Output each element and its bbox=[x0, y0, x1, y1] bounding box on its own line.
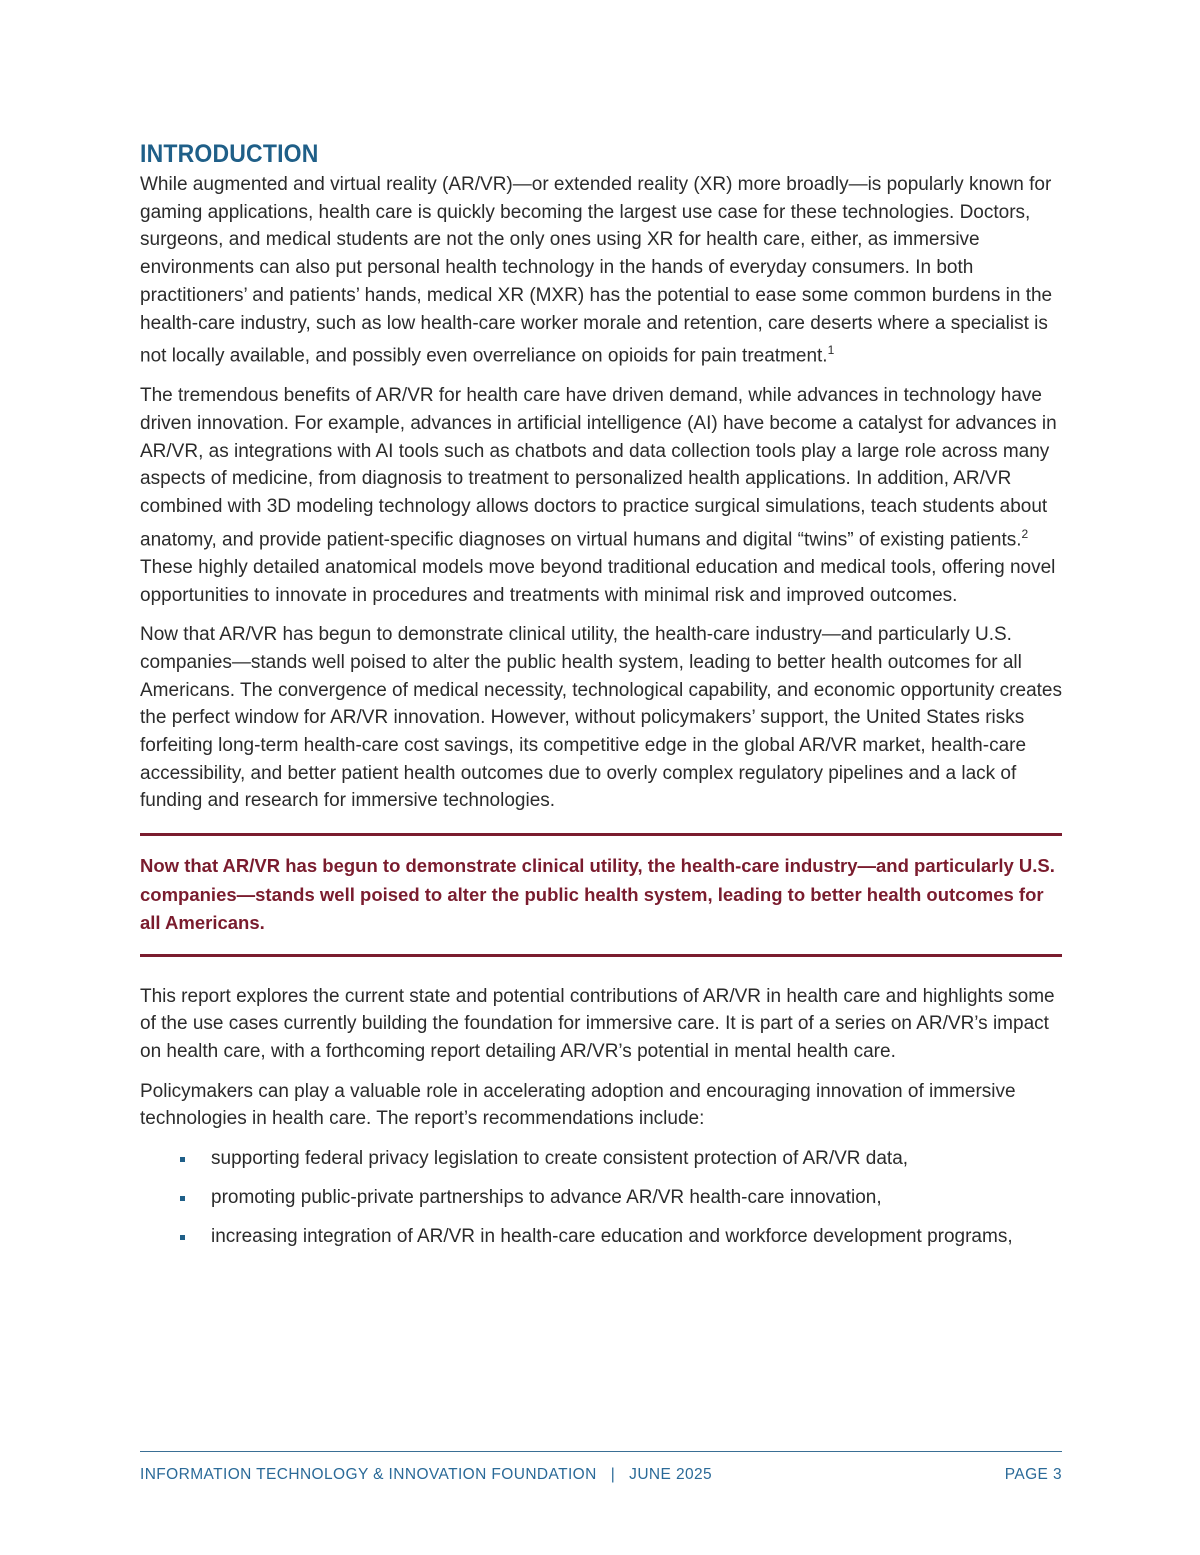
paragraph-intro-text: While augmented and virtual reality (AR/VR)—or extended reality (XR) more broadly—is popularly known for gaming applications, health care is quickly becoming the largest use case for these technologies. Doctors, surgeons, and medical students are not the only ones using XR for health care, either, as immersive environments can also put personal health technology in the hands of everyday consumers. In both practitioners’ and patients’ hands, medical XR (MXR) has the potential to ease some common burdens in the health-care industry, such as low health-care worker morale and retention, care deserts where a specialist is not locally available, and possibly even overreliance on opioids for pain treatment. bbox=[140, 174, 1053, 367]
recommendation-text: promoting public-private partnerships to advance AR/VR health-care innovation, bbox=[211, 1186, 882, 1208]
footnote-ref-2[interactable]: 2 bbox=[1021, 526, 1029, 541]
footnote-ref-1[interactable]: 1 bbox=[827, 343, 835, 358]
recommendation-text: supporting federal privacy legislation to create consistent protection of AR/VR data, bbox=[211, 1148, 909, 1170]
page-footer bbox=[140, 1451, 1062, 1484]
list-item bbox=[140, 1223, 1062, 1251]
footer-page-number: PAGE 3 bbox=[1004, 1466, 1062, 1483]
paragraph-policymakers: Policymakers can play a valuable role in accelerating adoption and encouraging innovation of immersive technologies in health care. The report’s recommendations include: bbox=[140, 1080, 1016, 1130]
recommendation-text: increasing integration of AR/VR in health-care education and workforce development programs, bbox=[211, 1225, 1013, 1247]
paragraph-clinical-utility: Now that AR/VR has begun to demonstrate clinical utility, the health-care industry—and particularly U.S. companies—stands well poised to alter the public health system, leading to better health outcomes for all Americans. The convergence of medical necessity, technological capability, and economic opportunity creates the perfect window for AR/VR innovation. However, without policymakers’ support, the United States risks forfeiting long-term health-care cost savings, its competitive edge in the global AR/VR market, health-care accessibility, and better patient health outcomes due to overly complex regulatory pipelines and a lack of funding and research for immersive technologies. bbox=[140, 624, 1062, 812]
list-item bbox=[140, 1184, 1062, 1212]
page-content bbox=[140, 140, 1062, 1261]
square-bullet-icon bbox=[180, 1196, 185, 1201]
square-bullet-icon bbox=[180, 1157, 185, 1162]
footer-left bbox=[140, 1466, 712, 1484]
footer-organization: INFORMATION TECHNOLOGY & INNOVATION FOUNDATION bbox=[140, 1466, 597, 1483]
footer-date: JUNE 2025 bbox=[629, 1466, 713, 1483]
recommendations-list bbox=[140, 1145, 1062, 1250]
paragraph-benefits-continued: highly detailed anatomical models move beyond traditional education and medical tools, offering novel opportunities to innovate in procedures and treatments with minimal risk and improved outcomes. bbox=[140, 556, 1056, 606]
paragraph-benefits-these: These bbox=[140, 556, 193, 578]
pull-quote bbox=[140, 833, 1062, 957]
square-bullet-icon bbox=[180, 1235, 185, 1240]
paragraph-benefits-text: The tremendous benefits of AR/VR for health care have driven demand, while advances in technology have driven innovation. For example, advances in artificial intelligence (AI) have become a catalyst for advances in AR/VR, as integrations with AI tools such as chatbots and data collection tools play a large role across many aspects of medicine, from diagnosis to treatment to personalized health applications. In addition, AR/VR combined with 3D modeling technology allows doctors to practice surgical simulations, teach students about anatomy, and provide patient-specific diagnoses on virtual humans and digital “twins” of existing patients. bbox=[140, 385, 1057, 551]
paragraph-report-scope: This report explores the current state and potential contributions of AR/VR in health care and highlights some of the use cases currently building the foundation for immersive care. It is part of a series on AR/VR’s impact on health care, with a forthcoming report detailing AR/VR’s potential in mental health care. bbox=[140, 985, 1055, 1063]
footer-separator: | bbox=[610, 1466, 616, 1483]
section-title: INTRODUCTION bbox=[140, 140, 319, 168]
paragraph-intro bbox=[140, 171, 1062, 370]
list-item bbox=[140, 1145, 1062, 1173]
paragraph-benefits bbox=[140, 382, 1062, 609]
pull-quote-text: Now that AR/VR has begun to demonstrate clinical utility, the health-care industry—and particularly U.S. companies—stands well poised to alter the public health system, leading to better health outcomes for all Americans. bbox=[140, 855, 1055, 934]
